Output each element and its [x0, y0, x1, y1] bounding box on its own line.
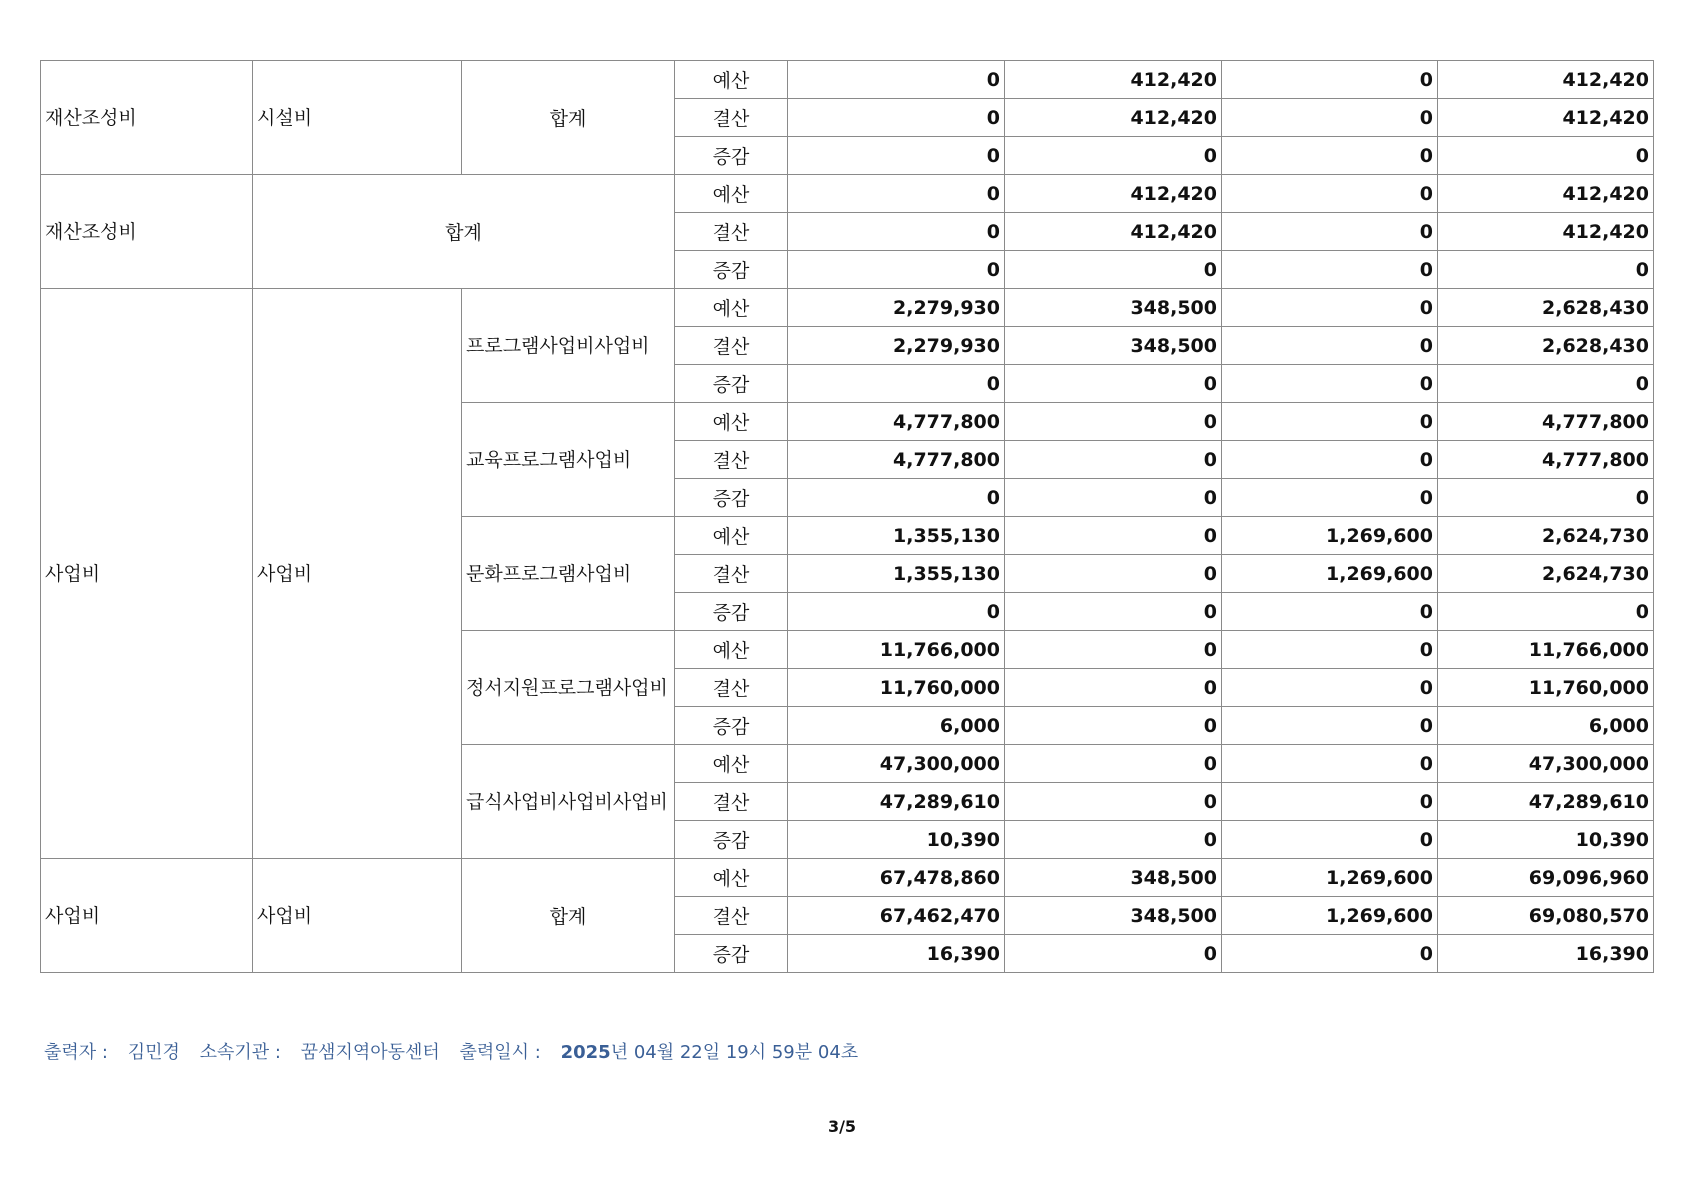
value-cell: 2,279,930 [788, 327, 1005, 365]
value-cell: 0 [1222, 707, 1438, 745]
value-cell: 0 [788, 61, 1005, 99]
value-cell: 412,420 [1005, 61, 1222, 99]
kind-cell: 예산 [675, 289, 788, 327]
item-cell: 합계 [462, 61, 675, 175]
kind-cell: 예산 [675, 745, 788, 783]
value-cell: 0 [788, 365, 1005, 403]
value-cell: 0 [1005, 479, 1222, 517]
value-cell: 0 [788, 175, 1005, 213]
kind-cell: 증감 [675, 707, 788, 745]
value-cell: 6,000 [788, 707, 1005, 745]
value-cell: 16,390 [788, 935, 1005, 973]
value-cell: 0 [1222, 213, 1438, 251]
category-cell: 재산조성비 [41, 61, 253, 175]
value-cell: 0 [1222, 175, 1438, 213]
value-cell: 0 [1005, 365, 1222, 403]
value-cell: 0 [788, 479, 1005, 517]
kind-cell: 결산 [675, 99, 788, 137]
value-cell: 0 [1222, 289, 1438, 327]
value-cell: 47,289,610 [788, 783, 1005, 821]
value-cell: 0 [1005, 669, 1222, 707]
value-cell: 0 [1438, 365, 1654, 403]
value-cell: 0 [1222, 99, 1438, 137]
category-cell: 사업비 [41, 859, 253, 973]
value-cell: 0 [1438, 251, 1654, 289]
table-row [41, 61, 1654, 99]
value-cell: 0 [1438, 479, 1654, 517]
value-cell: 0 [1005, 593, 1222, 631]
value-cell: 4,777,800 [788, 441, 1005, 479]
kind-cell: 예산 [675, 859, 788, 897]
kind-cell: 증감 [675, 935, 788, 973]
printer-name: 김민경 [127, 1042, 180, 1063]
value-cell: 4,777,800 [1438, 403, 1654, 441]
subcategory-cell: 사업비 [253, 859, 462, 973]
subcategory-cell: 사업비 [253, 289, 462, 859]
value-cell: 2,279,930 [788, 289, 1005, 327]
kind-cell: 결산 [675, 327, 788, 365]
value-cell: 67,462,470 [788, 897, 1005, 935]
value-cell: 0 [1222, 137, 1438, 175]
value-cell: 0 [1005, 935, 1222, 973]
value-cell: 1,269,600 [1222, 897, 1438, 935]
value-cell: 0 [1222, 593, 1438, 631]
value-cell: 6,000 [1438, 707, 1654, 745]
print-info-footer [44, 1038, 872, 1064]
kind-cell: 결산 [675, 897, 788, 935]
category-cell: 사업비 [41, 289, 253, 859]
print-year: 2025 [560, 1042, 611, 1063]
value-cell: 2,628,430 [1438, 327, 1654, 365]
value-cell: 412,420 [1438, 99, 1654, 137]
value-cell: 0 [1005, 821, 1222, 859]
value-cell: 11,760,000 [788, 669, 1005, 707]
value-cell: 10,390 [788, 821, 1005, 859]
value-cell: 4,777,800 [788, 403, 1005, 441]
value-cell: 0 [788, 137, 1005, 175]
value-cell: 0 [1222, 365, 1438, 403]
kind-cell: 증감 [675, 137, 788, 175]
value-cell: 0 [788, 251, 1005, 289]
value-cell: 0 [1222, 935, 1438, 973]
kind-cell: 결산 [675, 783, 788, 821]
value-cell: 47,300,000 [1438, 745, 1654, 783]
value-cell: 0 [1222, 631, 1438, 669]
value-cell: 0 [1222, 251, 1438, 289]
value-cell: 412,420 [1005, 213, 1222, 251]
kind-cell: 결산 [675, 441, 788, 479]
item-cell: 프로그램사업비사업비 [462, 289, 675, 403]
total-cell: 합계 [253, 175, 675, 289]
value-cell: 412,420 [1005, 175, 1222, 213]
value-cell: 0 [1222, 669, 1438, 707]
kind-cell: 증감 [675, 479, 788, 517]
value-cell: 67,478,860 [788, 859, 1005, 897]
value-cell: 0 [1005, 251, 1222, 289]
value-cell: 69,080,570 [1438, 897, 1654, 935]
value-cell: 69,096,960 [1438, 859, 1654, 897]
value-cell: 0 [1438, 137, 1654, 175]
value-cell: 0 [1222, 327, 1438, 365]
value-cell: 0 [788, 213, 1005, 251]
value-cell: 348,500 [1005, 327, 1222, 365]
item-cell: 급식사업비사업비사업비 [462, 745, 675, 859]
value-cell: 1,269,600 [1222, 517, 1438, 555]
value-cell: 348,500 [1005, 289, 1222, 327]
value-cell: 0 [1222, 441, 1438, 479]
value-cell: 0 [1222, 61, 1438, 99]
value-cell: 16,390 [1438, 935, 1654, 973]
value-cell: 0 [1005, 137, 1222, 175]
table-row [41, 859, 1654, 897]
value-cell: 0 [1005, 517, 1222, 555]
value-cell: 412,420 [1005, 99, 1222, 137]
kind-cell: 예산 [675, 631, 788, 669]
value-cell: 412,420 [1438, 61, 1654, 99]
value-cell: 2,628,430 [1438, 289, 1654, 327]
value-cell: 0 [1222, 745, 1438, 783]
budget-settlement-table [40, 60, 1654, 973]
item-cell: 교육프로그램사업비 [462, 403, 675, 517]
value-cell: 0 [1005, 403, 1222, 441]
value-cell: 0 [1222, 403, 1438, 441]
value-cell: 2,624,730 [1438, 555, 1654, 593]
value-cell: 1,355,130 [788, 555, 1005, 593]
value-cell: 348,500 [1005, 897, 1222, 935]
kind-cell: 예산 [675, 403, 788, 441]
print-datetime: 년 04월 22일 19시 59분 04초 [610, 1042, 859, 1063]
subcategory-cell: 시설비 [253, 61, 462, 175]
printer-label: 출력자 : [44, 1042, 108, 1063]
kind-cell: 증감 [675, 593, 788, 631]
value-cell: 0 [1222, 479, 1438, 517]
value-cell: 11,766,000 [1438, 631, 1654, 669]
kind-cell: 증감 [675, 251, 788, 289]
value-cell: 412,420 [1438, 175, 1654, 213]
table-row [41, 289, 1654, 327]
kind-cell: 예산 [675, 61, 788, 99]
value-cell: 1,269,600 [1222, 555, 1438, 593]
value-cell: 2,624,730 [1438, 517, 1654, 555]
value-cell: 0 [788, 99, 1005, 137]
value-cell: 11,766,000 [788, 631, 1005, 669]
value-cell: 0 [1222, 821, 1438, 859]
datetime-label: 출력일시 : [459, 1042, 541, 1063]
value-cell: 47,289,610 [1438, 783, 1654, 821]
org-label: 소속기관 : [199, 1042, 281, 1063]
value-cell: 0 [1222, 783, 1438, 821]
org-name: 꿈샘지역아동센터 [300, 1042, 440, 1063]
value-cell: 0 [1005, 783, 1222, 821]
value-cell: 348,500 [1005, 859, 1222, 897]
value-cell: 47,300,000 [788, 745, 1005, 783]
value-cell: 0 [1005, 707, 1222, 745]
table-row [41, 175, 1654, 213]
category-cell: 재산조성비 [41, 175, 253, 289]
value-cell: 0 [1005, 441, 1222, 479]
total-cell: 합계 [462, 859, 675, 973]
value-cell: 10,390 [1438, 821, 1654, 859]
value-cell: 4,777,800 [1438, 441, 1654, 479]
kind-cell: 결산 [675, 555, 788, 593]
value-cell: 0 [1005, 555, 1222, 593]
value-cell: 0 [1438, 593, 1654, 631]
value-cell: 412,420 [1438, 213, 1654, 251]
value-cell: 11,760,000 [1438, 669, 1654, 707]
item-cell: 문화프로그램사업비 [462, 517, 675, 631]
kind-cell: 결산 [675, 669, 788, 707]
kind-cell: 결산 [675, 213, 788, 251]
value-cell: 0 [1005, 745, 1222, 783]
item-cell: 정서지원프로그램사업비 [462, 631, 675, 745]
kind-cell: 예산 [675, 517, 788, 555]
value-cell: 1,355,130 [788, 517, 1005, 555]
value-cell: 0 [788, 593, 1005, 631]
kind-cell: 예산 [675, 175, 788, 213]
kind-cell: 증감 [675, 365, 788, 403]
page-number: 3/5 [827, 1117, 857, 1136]
value-cell: 0 [1005, 631, 1222, 669]
value-cell: 1,269,600 [1222, 859, 1438, 897]
kind-cell: 증감 [675, 821, 788, 859]
